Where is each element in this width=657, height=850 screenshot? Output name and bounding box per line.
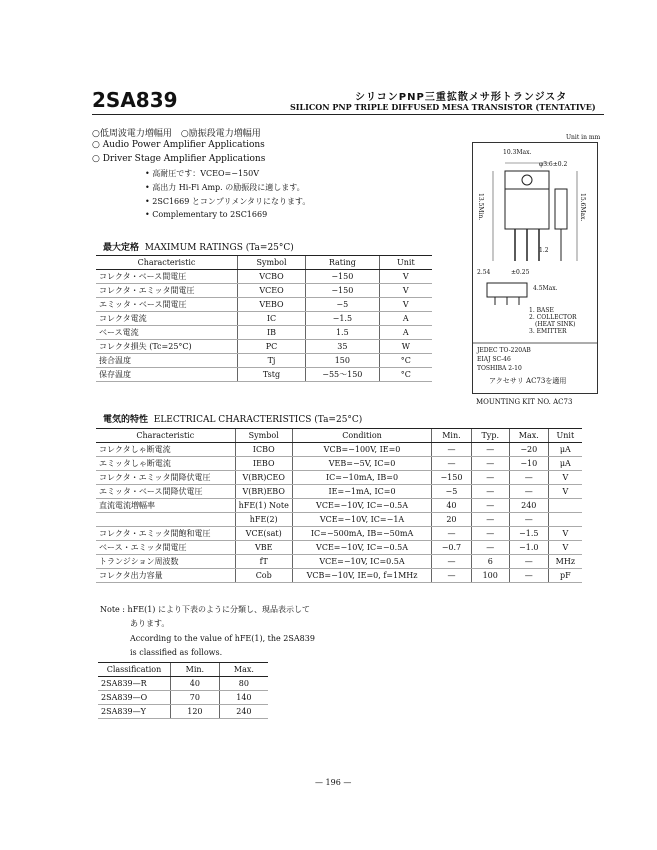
ec-cell (548, 499, 582, 513)
ec-cell: — (471, 499, 509, 513)
ec-row (96, 527, 582, 541)
ec-cell: MHz (548, 555, 582, 569)
dim-width: 10.3Max. (503, 149, 532, 156)
ec-cell (96, 513, 235, 527)
dim-pitch: 2.54 (477, 269, 491, 276)
mr-cell: °C (379, 354, 432, 368)
dim-pitch-tol: ±0.25 (511, 269, 530, 276)
mr-cell: V (379, 284, 432, 298)
mr-cell: Tj (237, 354, 305, 368)
mr-cell: W (379, 340, 432, 354)
ec-cell: 40 (432, 499, 471, 513)
ec-header: Typ. (471, 429, 509, 443)
max-ratings-title-en: MAXIMUM RATINGS (Ta=25°C) (144, 243, 294, 253)
applications (92, 126, 442, 166)
mr-cell: 保存温度 (96, 368, 237, 382)
max-ratings-title-jp: 最大定格 (103, 243, 140, 253)
ec-cell: — (471, 457, 509, 471)
ec-cell: トランジション周波数 (96, 555, 235, 569)
ec-cell: — (432, 527, 471, 541)
unit-label: Unit in mm (566, 134, 601, 141)
ec-cell: V (548, 485, 582, 499)
ec-row (96, 485, 582, 499)
max-ratings-title (103, 240, 294, 253)
pin-emitter: 3. EMITTER (529, 328, 567, 335)
ec-cell: VCB=−100V, IE=0 (292, 443, 431, 457)
dim-lead: 1.2 (539, 247, 549, 254)
ec-cell: ベース・エミッタ間電圧 (96, 541, 235, 555)
mr-row (96, 284, 432, 298)
cls-cell: 2SA839—Y (98, 705, 170, 719)
ec-header: Symbol (235, 429, 292, 443)
mr-row (96, 354, 432, 368)
ec-cell: — (509, 569, 548, 583)
header-rule (92, 114, 604, 115)
ec-cell: 100 (471, 569, 509, 583)
elec-title-jp: 電気的特性 (103, 415, 149, 425)
dim-height-max: 15.6Max. (579, 193, 586, 222)
pin-heatsink: (HEAT SINK) (535, 321, 576, 328)
ec-cell: hFE(1) Note (235, 499, 292, 513)
mr-header: Characteristic (96, 256, 237, 270)
mr-cell: A (379, 312, 432, 326)
mr-cell: コレクタ・ベース間電圧 (96, 270, 237, 284)
ec-row (96, 541, 582, 555)
ec-cell: −1.0 (509, 541, 548, 555)
ec-cell: ICBO (235, 443, 292, 457)
ec-cell: VCE=−10V, IC=−0.5A (292, 499, 431, 513)
cls-cell: 40 (170, 677, 219, 691)
title-jp: シリコンPNP三重拡散メサ形トランジスタ (355, 92, 568, 103)
ec-cell: — (432, 555, 471, 569)
features (145, 168, 445, 228)
note-line: is classified as follows. (130, 648, 223, 657)
ec-cell: VCE(sat) (235, 527, 292, 541)
mr-row (96, 368, 432, 382)
mr-header: Symbol (237, 256, 305, 270)
ec-cell: −5 (432, 485, 471, 499)
mr-header: Unit (379, 256, 432, 270)
ec-cell: — (509, 555, 548, 569)
dim-thickness: 4.5Max. (533, 285, 558, 292)
ec-row (96, 569, 582, 583)
ec-cell: V (548, 471, 582, 485)
ec-cell: — (432, 457, 471, 471)
cls-row (98, 705, 268, 719)
ec-cell: VCE=−10V, IC=−0.5A (292, 541, 431, 555)
page-number: — 196 — (315, 778, 352, 787)
ec-cell: — (471, 443, 509, 457)
mr-cell: Tstg (237, 368, 305, 382)
mr-cell: コレクタ・エミッタ間電圧 (96, 284, 237, 298)
ec-row (96, 471, 582, 485)
ec-cell: — (471, 471, 509, 485)
ec-cell: V (548, 527, 582, 541)
ec-cell: μA (548, 457, 582, 471)
ec-cell: −1.5 (509, 527, 548, 541)
mr-cell: 150 (306, 354, 380, 368)
ec-cell: VCB=−10V, IE=0, f=1MHz (292, 569, 431, 583)
ec-row (96, 513, 582, 527)
mr-cell: −5 (306, 298, 380, 312)
cls-header: Min. (170, 663, 219, 677)
mr-row (96, 270, 432, 284)
cls-cell: 2SA839—O (98, 691, 170, 705)
dim-lead-min: 13.5Min. (477, 193, 484, 221)
mr-cell: °C (379, 368, 432, 382)
title-en: SILICON PNP TRIPLE DIFFUSED MESA TRANSISTOR (TENTATIVE) (290, 102, 596, 112)
ec-cell: V(BR)CEO (235, 471, 292, 485)
mr-header: Rating (306, 256, 380, 270)
mr-cell: VEBO (237, 298, 305, 312)
mr-cell: 接合温度 (96, 354, 237, 368)
mr-cell: IB (237, 326, 305, 340)
dim-hole: φ3.6±0.2 (539, 161, 568, 168)
mr-cell: −55〜150 (306, 368, 380, 382)
ec-header: Condition (292, 429, 431, 443)
cls-cell: 240 (219, 705, 268, 719)
ec-cell: 20 (432, 513, 471, 527)
application-line: ○ Driver Stage Amplifier Applications (92, 154, 266, 164)
mr-cell: 35 (306, 340, 380, 354)
feature-line: • 高耐圧です：VCEO=−150V (145, 169, 260, 178)
pkg-eiaj: EIAJ SC-46 (477, 356, 511, 363)
mr-cell: V (379, 298, 432, 312)
ec-cell: IC=−10mA, IB=0 (292, 471, 431, 485)
mr-cell: IC (237, 312, 305, 326)
ec-row (96, 555, 582, 569)
note-line: あります。 (130, 619, 170, 628)
pkg-toshiba: TOSHIBA 2-10 (477, 365, 522, 372)
cls-cell: 140 (219, 691, 268, 705)
ec-cell: 240 (509, 499, 548, 513)
mr-cell: 1.5 (306, 326, 380, 340)
pin-base: 1. BASE (529, 307, 554, 314)
ec-header: Min. (432, 429, 471, 443)
ec-row (96, 443, 582, 457)
mr-row (96, 312, 432, 326)
ec-cell: 6 (471, 555, 509, 569)
ec-cell: — (471, 513, 509, 527)
ec-cell: コレクタ・エミッタ間降伏電圧 (96, 471, 235, 485)
mr-cell: −1.5 (306, 312, 380, 326)
ec-cell: μA (548, 443, 582, 457)
mr-cell: コレクタ電流 (96, 312, 237, 326)
package-diagram (472, 142, 598, 394)
mr-cell: −150 (306, 270, 380, 284)
ec-cell: IC=−500mA, IB=−50mA (292, 527, 431, 541)
mr-row (96, 340, 432, 354)
ec-cell: −20 (509, 443, 548, 457)
mr-row (96, 298, 432, 312)
ec-cell (548, 513, 582, 527)
cls-row (98, 677, 268, 691)
elec-title-en: ELECTRICAL CHARACTERISTICS (Ta=25°C) (153, 415, 363, 425)
mr-cell: V (379, 270, 432, 284)
cls-cell: 120 (170, 705, 219, 719)
ec-cell: VCE=−10V, IC=0.5A (292, 555, 431, 569)
ec-cell: IE=−1mA, IC=0 (292, 485, 431, 499)
elec-table (96, 428, 582, 583)
application-line: ○低周波電力増幅用 ○励振段電力増幅用 (92, 129, 261, 139)
ec-cell: −150 (432, 471, 471, 485)
mr-cell: エミッタ・ベース間電圧 (96, 298, 237, 312)
ec-cell: — (509, 513, 548, 527)
cls-header: Classification (98, 663, 170, 677)
ec-cell: エミッタしゃ断電流 (96, 457, 235, 471)
part-number: 2SA839 (92, 88, 178, 112)
feature-line: • 高出力 Hi-Fi Amp. の励振段に適します。 (145, 183, 305, 192)
ec-header: Characteristic (96, 429, 235, 443)
ec-row (96, 457, 582, 471)
pkg-jedec: JEDEC TO-220AB (477, 347, 531, 354)
application-line: ○ Audio Power Amplifier Applications (92, 140, 265, 150)
ec-cell: 直流電流増幅率 (96, 499, 235, 513)
ec-cell: コレクタしゃ断電流 (96, 443, 235, 457)
note (100, 604, 420, 656)
cls-header: Max. (219, 663, 268, 677)
mr-row (96, 326, 432, 340)
ec-cell: IEBO (235, 457, 292, 471)
pin-collector: 2. COLLECTOR (529, 314, 577, 321)
ec-cell: fT (235, 555, 292, 569)
ec-cell: — (471, 527, 509, 541)
ec-cell: V (548, 541, 582, 555)
ec-row (96, 499, 582, 513)
mr-cell: A (379, 326, 432, 340)
mount-en: MOUNTING KIT NO. AC73 (476, 398, 573, 406)
cls-row (98, 691, 268, 705)
ec-cell: Cob (235, 569, 292, 583)
cls-cell: 2SA839—R (98, 677, 170, 691)
mr-cell: PC (237, 340, 305, 354)
ec-header: Max. (509, 429, 548, 443)
ec-cell: — (432, 443, 471, 457)
mr-cell: −150 (306, 284, 380, 298)
mr-cell: コレクタ損失 (Tc=25°C) (96, 340, 237, 354)
ec-cell: VBE (235, 541, 292, 555)
classification-table (98, 662, 268, 719)
feature-line: • 2SC1669 とコンプリメンタリになります。 (145, 197, 311, 206)
ec-cell: −10 (509, 457, 548, 471)
ec-cell: — (471, 541, 509, 555)
mr-cell: ベース電流 (96, 326, 237, 340)
ec-cell: hFE(2) (235, 513, 292, 527)
feature-line: • Complementary to 2SC1669 (145, 210, 268, 219)
ec-cell: — (432, 569, 471, 583)
ec-cell: −0.7 (432, 541, 471, 555)
cls-cell: 80 (219, 677, 268, 691)
ec-cell: コレクタ出力容量 (96, 569, 235, 583)
ec-cell: コレクタ・エミッタ間飽和電圧 (96, 527, 235, 541)
elec-title (103, 412, 362, 425)
mr-cell: VCBO (237, 270, 305, 284)
mr-cell: VCEO (237, 284, 305, 298)
ec-cell: VCE=−10V, IC=−1A (292, 513, 431, 527)
ec-cell: — (471, 485, 509, 499)
cls-cell: 70 (170, 691, 219, 705)
note-line: According to the value of hFE(1), the 2SA839 (130, 634, 315, 643)
ec-header: Unit (548, 429, 582, 443)
note-line: Note : hFE(1) により下表のように分類し、現品表示して (100, 605, 310, 614)
ec-cell: — (509, 485, 548, 499)
max-ratings-table (96, 255, 432, 382)
ec-cell: — (509, 471, 548, 485)
mount-jp: アクセサリ AC73を適用 (489, 377, 567, 385)
ec-cell: エミッタ・ベース間降伏電圧 (96, 485, 235, 499)
ec-cell: V(BR)EBO (235, 485, 292, 499)
ec-cell: pF (548, 569, 582, 583)
ec-cell: VEB=−5V, IC=0 (292, 457, 431, 471)
